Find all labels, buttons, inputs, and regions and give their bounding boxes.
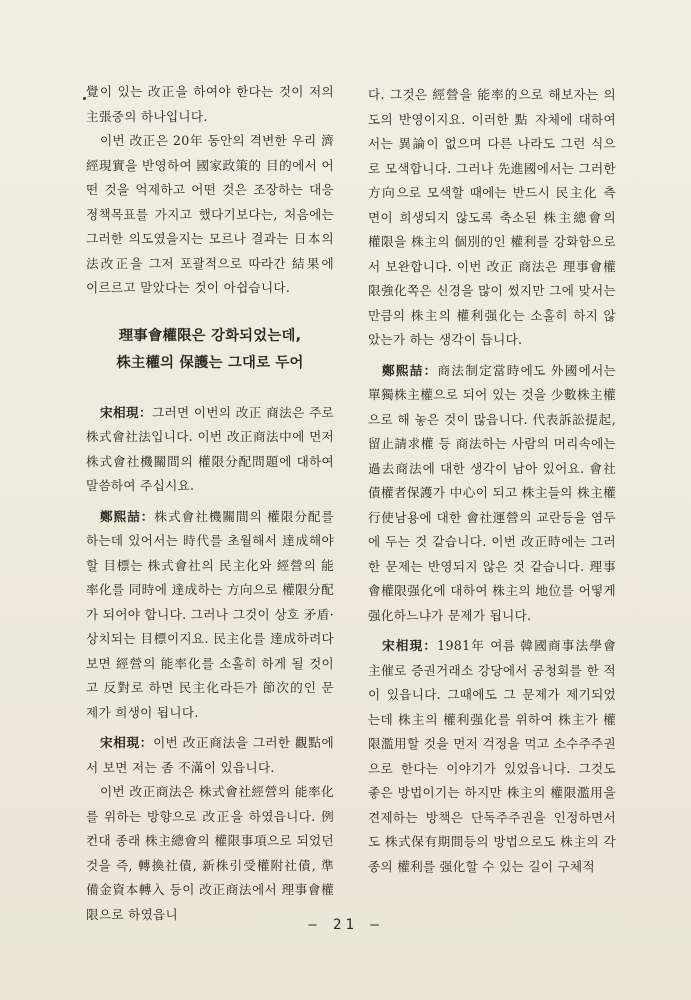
- speaker-name: 鄭熙喆：: [382, 362, 438, 378]
- speech-text: 商法制定當時에도 外國에서는 單獨株主權으로 되어 있는 것을 少數株主權으로 해 놓은 것이 많읍니다. 代表訴訟提起, 留止請求權 등 商法하는 사람의 머리속에는 過去商法에 대한 생각이 남아 있어요. 會社債權者保護가 中心이 되고 株主들의 株主權行使남용에 대한 會社運營의 교란등을 염두에 두는 것 같습니다. 이번 改正時에는 그러한 문제는 반영되지 않은 것 같습니다. 理事會權限强化에 대하여 株主의 地位를 어떻게 强化하느냐가 문제가 됩니다.: [368, 362, 617, 623]
- paragraph: 다. 그것은 經營을 能率的으로 해보자는 의도의 반영이지요. 이러한 點 자체에 대하여서는 異論이 없으며 다른 나라도 그런 식으로 모색합니다. 그러나 先進國에서는 그러한 方向으로 모색할 때에는 반드시 民主化 측면이 희생되지 않도록 축소된 株主總會의 權限을 株主의 個別的인 權利를 강화함으로서 보완합니다. 이번 改正 商法은 理事會權限強化쪽은 신경을 많이 썼지만 그에 맞서는 만큼의 株主의 權利强化는 소홀히 하지 않았는가 하는 생각이 듭니다.: [368, 87, 616, 347]
- speech-text: 그러면 이번의 改正 商法은 주로 株式會社法입니다. 이번 改正商法中에 먼저 株式會社機關間의 權限分配問題에 대하여 말씀하여 주십시요.: [86, 404, 334, 493]
- paragraph: 이번 改正은 20年 동안의 격변한 우리 濟經現實을 반영하여 國家政策的 目的에서 어떤 것을 억제하고 어떤 것은 조장하는 대응 정책목표를 가지고 했다기보다는, 처음에는 그러한 의도였을지는 모르나 결과는 日本의 法改正을 그저 포괄적으로 따라간 結果에 이르르고 말았다는 것이 아쉽습니다.: [86, 133, 334, 295]
- speech-text: 1981年 여름 韓國商事法學會 主催로 증권거래소 강당에서 공청회를 한 적이 있읍니다. 그때에도 그 문제가 제기되었는데 株主의 權利强化를 위하여 株主가 權限濫用할 것을 먼저 걱정을 먹고 소수주주권으로 한다는 이야기가 있었읍니다. 그것도 좋은 방법이기는 하지만 株主의 權限濫用을 견제하는 방책은 단독주주권을 인정하면서도 株式保有期間등의 방법으로도 株主의 각종의 權利를 强化할 수 있는 길이 구체적: [368, 638, 617, 874]
- page-number: — 21 —: [308, 917, 383, 933]
- right-column: [368, 83, 616, 879]
- paragraph: [368, 359, 616, 629]
- section-heading-line: 株主權의 保護는 그대로 두어: [116, 354, 304, 371]
- paragraph: [86, 505, 334, 726]
- section-heading: [86, 323, 334, 377]
- paragraph: [368, 634, 616, 879]
- section-heading-line: 理事會權限은 강화되었는데,: [118, 327, 302, 344]
- speaker-name: 宋相現：: [100, 735, 154, 750]
- paragraph: 이번 改正商法은 株式會社經營의 能率化를 위하는 방향으로 改正을 하였읍니다. 例컨대 종래 株主總會의 權限事項으로 되었던 것을 즉, 轉換社債, 新株引受權附社債, 準備金資本轉入 등이 改正商法에서 理事會權限으로 하였읍니: [86, 784, 334, 922]
- paragraph: [86, 401, 334, 499]
- speaker-name: 鄭熙喆：: [100, 508, 155, 524]
- left-column: [86, 80, 334, 927]
- speaker-name: 宋相現：: [382, 638, 438, 653]
- speech-text: 株式會社機關間의 權限分配를 하는데 있어서는 時代를 초월해서 達成해야 할 目標는 株式會社의 民主化와 經營의 能率化를 同時에 達成하는 方向으로 權限分配가 되어야 합니다. 그러나 그것이 상호 矛盾·상치되는 目標이지요. 民主化를 達成하려다 보면 經營의 能率化를 소홀히 하게 될 것이고 反對로 하면 民主化라든가 節次的인 문제가 희생이 됩니다.: [86, 508, 334, 720]
- speech-text: 이번 改正商法을 그러한 觀點에서 보면 저는 좀 不滿이 있읍니다.: [86, 735, 335, 775]
- speaker-name: 宋相現：: [100, 404, 153, 420]
- paragraph: [86, 731, 334, 780]
- paragraph: 覺이 있는 改正을 하여야 한다는 것이 저의 主張중의 하나입니다.: [86, 84, 334, 124]
